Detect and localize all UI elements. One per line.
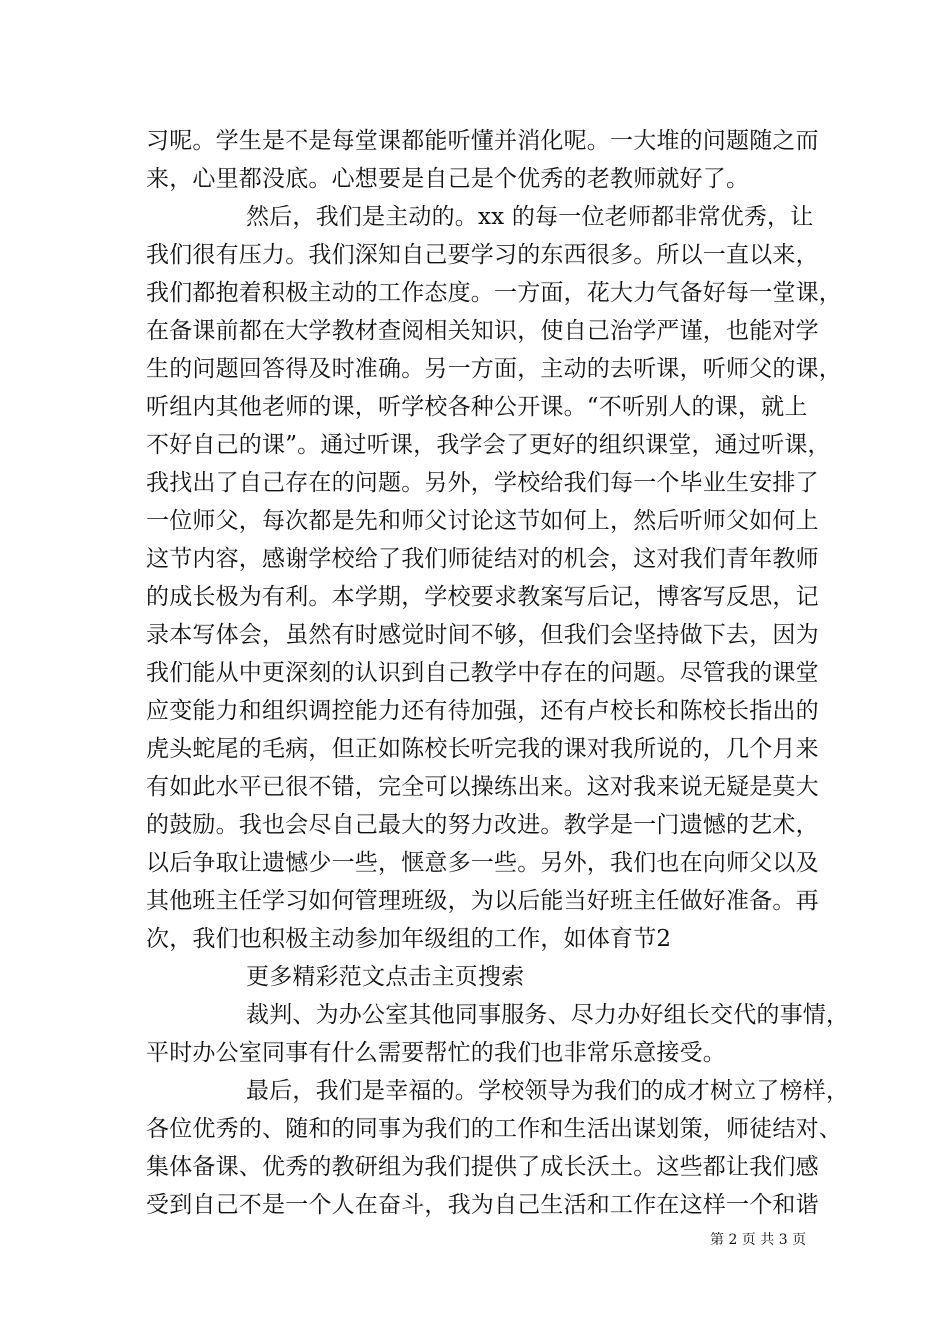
text-line: 来，心里都没底。心想要是自己是个优秀的老教师就好了。: [146, 166, 750, 192]
text-line: 有如此水平已很不错，完全可以操练出来。这对我来说无疑是莫大: [146, 774, 819, 800]
text-line: 受到自己不是一个人在奋斗，我为自己生活和工作在这样一个和谐: [146, 1192, 819, 1218]
text-line: 我找出了自己存在的问题。另外，学校给我们每一个毕业生安排了: [146, 470, 819, 496]
text-line: 我们都抱着积极主动的工作态度。一方面，花大力气备好每一堂课，: [146, 280, 842, 306]
paragraph-start-line: 裁判、为办公室其他同事服务、尽力办好组长交代的事情，: [246, 1002, 850, 1028]
text-line: 我们能从中更深刻的认识到自己教学中存在的问题。尽管我的课堂: [146, 660, 819, 686]
text-line: 生的问题回答得及时准确。另一方面，主动的去听课，听师父的课，: [146, 356, 842, 382]
page-number: 第 2 页 共 3 页: [710, 1232, 807, 1248]
text-line: 这节内容，感谢学校给了我们师徒结对的机会，这对我们青年教师: [146, 546, 819, 572]
text-line: 不好自己的课”。通过听课，我学会了更好的组织课堂，通过听课，: [146, 432, 831, 458]
text-line: 虎头蛇尾的毛病，但正如陈校长听完我的课对我所说的，几个月来: [146, 736, 819, 762]
text-line: 以后争取让遗憾少一些，惬意多一些。另外，我们也在向师父以及: [146, 850, 819, 876]
text-line: 在备课前都在大学教材查阅相关知识，使自己治学严谨，也能对学: [146, 318, 819, 344]
text-line: 习呢。学生是不是每堂课都能听懂并消化呢。一大堆的问题随之而: [146, 128, 819, 154]
text-line: 其他班主任学习如何管理班级，为以后能当好班主任做好准备。再: [146, 888, 819, 914]
text-line: 我们很有压力。我们深知自己要学习的东西很多。所以一直以来，: [146, 242, 819, 268]
promo-line: 更多精彩范文点击主页搜索: [246, 964, 525, 990]
text-line: 次，我们也积极主动参加年级组的工作，如体育节2: [146, 926, 672, 952]
text-line: 集体备课、优秀的教研组为我们提供了成长沃土。这些都让我们感: [146, 1154, 819, 1180]
paragraph-start-line: 最后，我们是幸福的。学校领导为我们的成才树立了榜样，: [246, 1078, 850, 1104]
text-line: 平时办公室同事有什么需要帮忙的我们也非常乐意接受。: [146, 1040, 726, 1066]
text-line: 应变能力和组织调控能力还有待加强，还有卢校长和陈校长指出的: [146, 698, 819, 724]
text-line: 听组内其他老师的课，听学校各种公开课。“不听别人的课，就上: [146, 394, 808, 420]
text-line: 一位师父，每次都是先和师父讨论这节如何上，然后听师父如何上: [146, 508, 819, 534]
text-line: 录本写体会，虽然有时感觉时间不够，但我们会坚持做下去，因为: [146, 622, 819, 648]
text-line: 的成长极为有利。本学期，学校要求教案写后记，博客写反思，记: [146, 584, 819, 610]
text-line: 的鼓励。我也会尽自己最大的努力改进。教学是一门遗憾的艺术，: [146, 812, 819, 838]
paragraph-start-line: 然后，我们是主动的。xx 的每一位老师都非常优秀，让: [246, 204, 814, 230]
text-line: 各位优秀的、随和的同事为我们的工作和生活出谋划策，师徒结对、: [146, 1116, 842, 1142]
